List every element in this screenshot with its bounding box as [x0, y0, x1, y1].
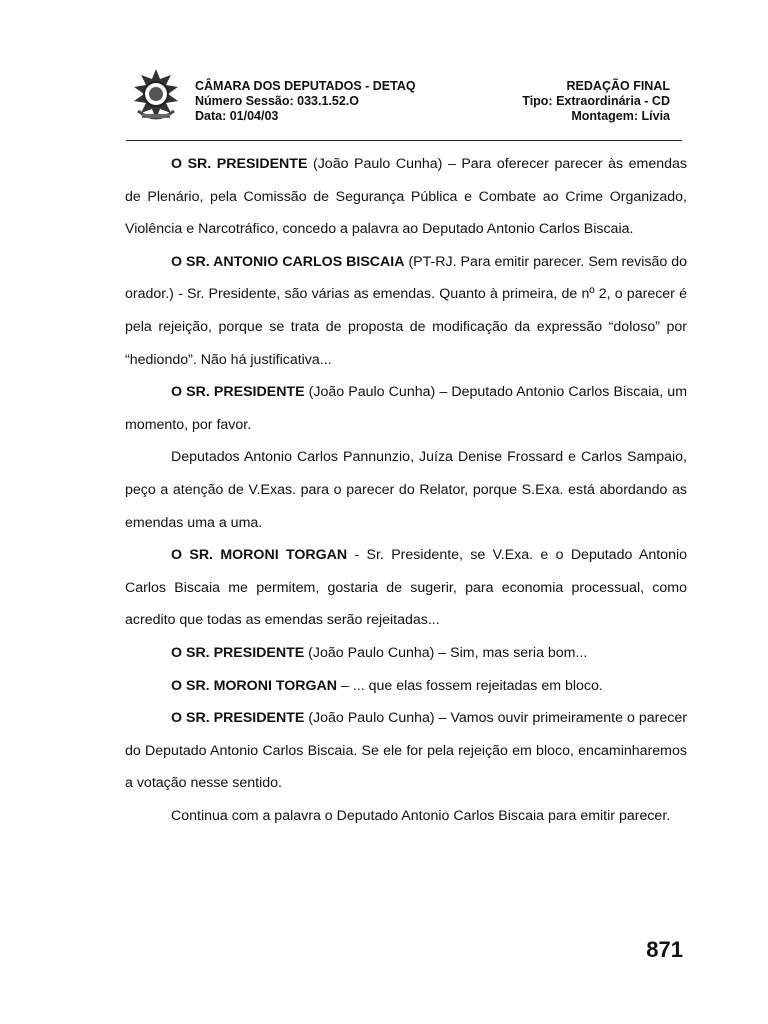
- speaker-name: O SR. PRESIDENTE: [171, 156, 308, 172]
- speaker-name: O SR. MORONI TORGAN: [171, 547, 348, 564]
- paragraph: [125, 637, 687, 670]
- paragraph: [125, 376, 687, 441]
- speech-text: (João Paulo Cunha) – Para oferecer parecer às emendas de Plenário, pela Comissão de Segurança Pública e Combate ao Crime Organizado, Violência e Narcotráfico, concedo a palavra ao Deputado Antonio Carlos Biscaia.: [125, 156, 687, 238]
- header-right: [522, 79, 670, 124]
- header-left: [195, 79, 416, 124]
- paragraph: [125, 246, 687, 376]
- speaker-name: O SR. PRESIDENTE: [171, 710, 305, 727]
- speech-text: Deputados Antonio Carlos Pannunzio, Juíza Denise Frossard e Carlos Sampaio, peço a atenção de V.Exas. para o parecer do Relator, porque S.Exa. está abordando as emendas uma a uma.: [125, 449, 687, 531]
- institution-name: CÂMARA DOS DEPUTADOS - DETAQ: [195, 79, 416, 93]
- document-status: REDAÇÃO FINAL: [566, 79, 670, 93]
- speech-text: (PT-RJ. Para emitir parecer. Sem revisão do orador.) - Sr. Presidente, são várias as emendas. Quanto à primeira, de nº 2, o parecer é pela rejeição, porque se trata de proposta de modificação da expressão “doloso” por “hediondo”. Não há justificativa...: [125, 253, 687, 368]
- editor-name: Montagem: Lívia: [571, 109, 670, 123]
- speech-text: - Sr. Presidente, se V.Exa. e o Deputado Antonio Carlos Biscaia me permitem, gostaria de sugerir, para economia processual, como acredito que todas as emendas serão rejeitadas...: [125, 547, 687, 629]
- session-number: Número Sessão: 033.1.52.O: [195, 94, 359, 108]
- speech-text: (João Paulo Cunha) – Vamos ouvir primeiramente o parecer do Deputado Antonio Carlos Biscaia. Se ele for pela rejeição em bloco, encaminharemos a votação nesse sentido.: [125, 710, 687, 792]
- paragraph: [125, 670, 687, 703]
- paragraph: [125, 148, 687, 246]
- paragraph: [125, 441, 687, 539]
- speech-text: – ... que elas fossem rejeitadas em bloco.: [337, 677, 603, 694]
- speaker-name: O SR. ANTONIO CARLOS BISCAIA: [171, 253, 405, 270]
- transcript-body: [125, 148, 687, 832]
- paragraph: [125, 702, 687, 800]
- header-divider: [126, 140, 682, 141]
- paragraph: [125, 800, 687, 833]
- coat-of-arms-seal: [128, 67, 184, 123]
- speaker-name: O SR. PRESIDENTE: [171, 644, 305, 661]
- speaker-name: O SR. MORONI TORGAN: [171, 677, 338, 694]
- page-number: 871: [646, 937, 683, 962]
- speech-text: (João Paulo Cunha) – Deputado Antonio Carlos Biscaia, um momento, por favor.: [125, 384, 688, 433]
- session-type: Tipo: Extraordinária - CD: [522, 94, 670, 108]
- speech-text: Continua com a palavra o Deputado Antonio Carlos Biscaia para emitir parecer.: [171, 807, 671, 824]
- speech-text: (João Paulo Cunha) – Sim, mas seria bom...: [304, 644, 588, 661]
- speaker-name: O SR. PRESIDENTE: [171, 384, 305, 401]
- session-date: Data: 01/04/03: [195, 109, 279, 123]
- paragraph: [125, 539, 687, 637]
